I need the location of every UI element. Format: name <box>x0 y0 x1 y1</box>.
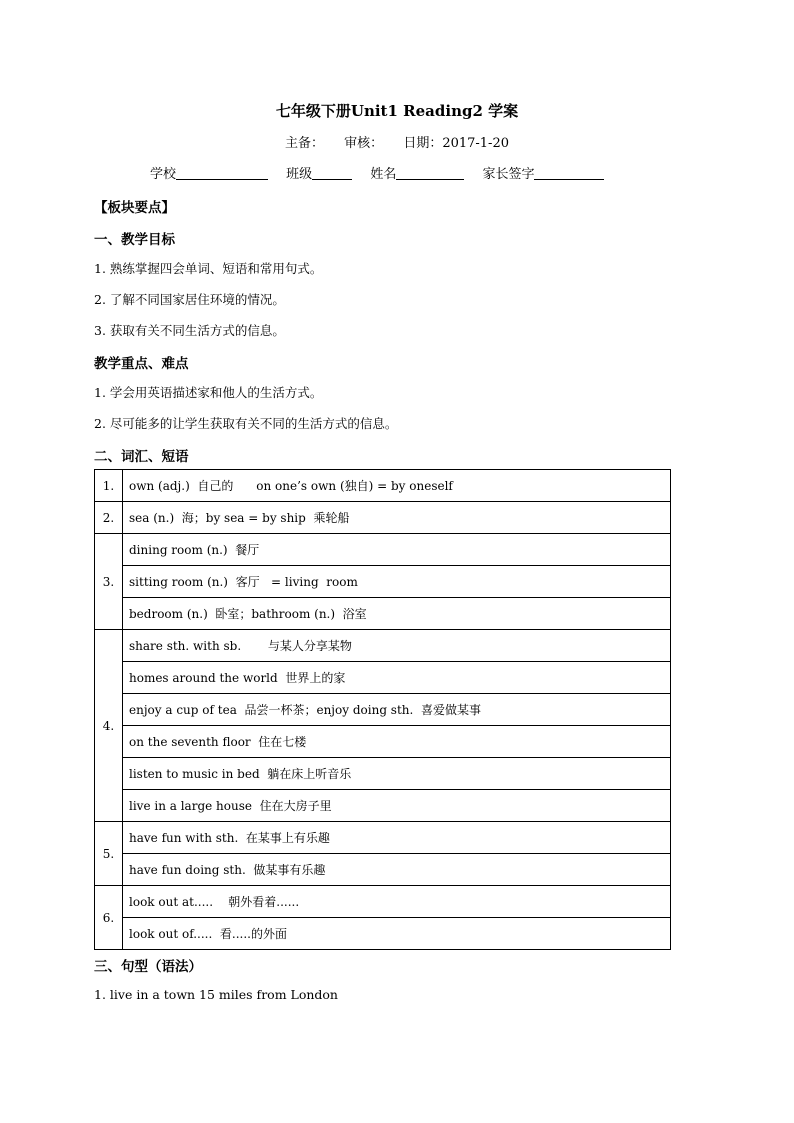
vocab-entry: listen to music in bed 躺在床上听音乐 <box>123 758 671 790</box>
vocab-entry: look out at..... 朝外看着...... <box>123 886 671 918</box>
vocab-row <box>95 502 671 534</box>
vocab-row <box>95 630 671 662</box>
objective-item: 3. 获取有关不同生活方式的信息。 <box>94 323 285 338</box>
vocab-entry: homes around the world 世界上的家 <box>123 662 671 694</box>
objectives-heading: 一、教学目标 <box>94 232 175 248</box>
name-blank[interactable] <box>396 165 464 180</box>
focus-item: 2. 尽可能多的让学生获取有关不同的生活方式的信息。 <box>94 416 398 431</box>
class-label: 班级 <box>286 167 313 182</box>
class-blank[interactable] <box>312 165 352 180</box>
meta-line <box>0 132 794 151</box>
school-label: 学校 <box>150 167 177 182</box>
vocab-entry: on the seventh floor 住在七楼 <box>123 726 671 758</box>
parent-sign-blank[interactable] <box>534 165 604 180</box>
vocab-entry: sea (n.) 海；by sea = by ship 乘轮船 <box>123 502 671 534</box>
focus-heading: 教学重点、难点 <box>94 356 189 372</box>
vocab-entry: share sth. with sb. 与某人分享某物 <box>123 630 671 662</box>
date-label: 日期：2017-1-20 <box>403 136 509 151</box>
vocab-number: 6. <box>95 886 123 950</box>
vocab-row <box>95 758 671 790</box>
objective-item: 2. 了解不同国家居住环境的情况。 <box>94 292 285 307</box>
vocab-number: 4. <box>95 630 123 822</box>
focus-item: 1. 学会用英语描述家和他人的生活方式。 <box>94 385 323 400</box>
key-points-heading: 【板块要点】 <box>94 200 175 216</box>
vocab-row <box>95 918 671 950</box>
school-blank[interactable] <box>176 165 268 180</box>
vocab-row <box>95 598 671 630</box>
reviewer-label: 审核： <box>344 136 384 151</box>
vocab-entry: dining room (n.) 餐厅 <box>123 534 671 566</box>
student-info-fields <box>150 163 618 182</box>
vocab-entry: enjoy a cup of tea 品尝一杯茶；enjoy doing sth. 喜爱做某事 <box>123 694 671 726</box>
objective-item: 1. 熟练掌握四会单词、短语和常用句式。 <box>94 261 323 276</box>
vocab-row <box>95 854 671 886</box>
vocab-number: 1. <box>95 470 123 502</box>
vocab-row <box>95 822 671 854</box>
vocab-table <box>94 469 671 950</box>
vocab-heading: 二、词汇、短语 <box>94 449 189 465</box>
parent-sign-label: 家长签字 <box>482 167 535 182</box>
vocab-row <box>95 470 671 502</box>
vocab-row <box>95 566 671 598</box>
vocab-entry: sitting room (n.) 客厅 = living room <box>123 566 671 598</box>
vocab-row <box>95 726 671 758</box>
name-label: 姓名 <box>370 167 397 182</box>
vocab-entry: bedroom (n.) 卧室；bathroom (n.) 浴室 <box>123 598 671 630</box>
vocab-number: 5. <box>95 822 123 886</box>
vocab-row <box>95 694 671 726</box>
vocab-entry: look out of..... 看.....的外面 <box>123 918 671 950</box>
vocab-entry: own (adj.) 自己的 on one’s own (独自) = by oneself <box>123 470 671 502</box>
vocab-row <box>95 886 671 918</box>
preparer-label: 主备： <box>285 136 325 151</box>
grammar-heading: 三、句型（语法） <box>94 959 202 975</box>
vocab-entry: have fun doing sth. 做某事有乐趣 <box>123 854 671 886</box>
vocab-number: 2. <box>95 502 123 534</box>
vocab-row <box>95 790 671 822</box>
grammar-item: 1. live in a town 15 miles from London <box>94 987 338 1002</box>
vocab-row <box>95 662 671 694</box>
vocab-row <box>95 534 671 566</box>
vocab-entry: have fun with sth. 在某事上有乐趣 <box>123 822 671 854</box>
page-title: 七年级下册Unit1 Reading2 学案 <box>275 102 519 120</box>
vocab-entry: live in a large house 住在大房子里 <box>123 790 671 822</box>
vocab-number: 3. <box>95 534 123 630</box>
